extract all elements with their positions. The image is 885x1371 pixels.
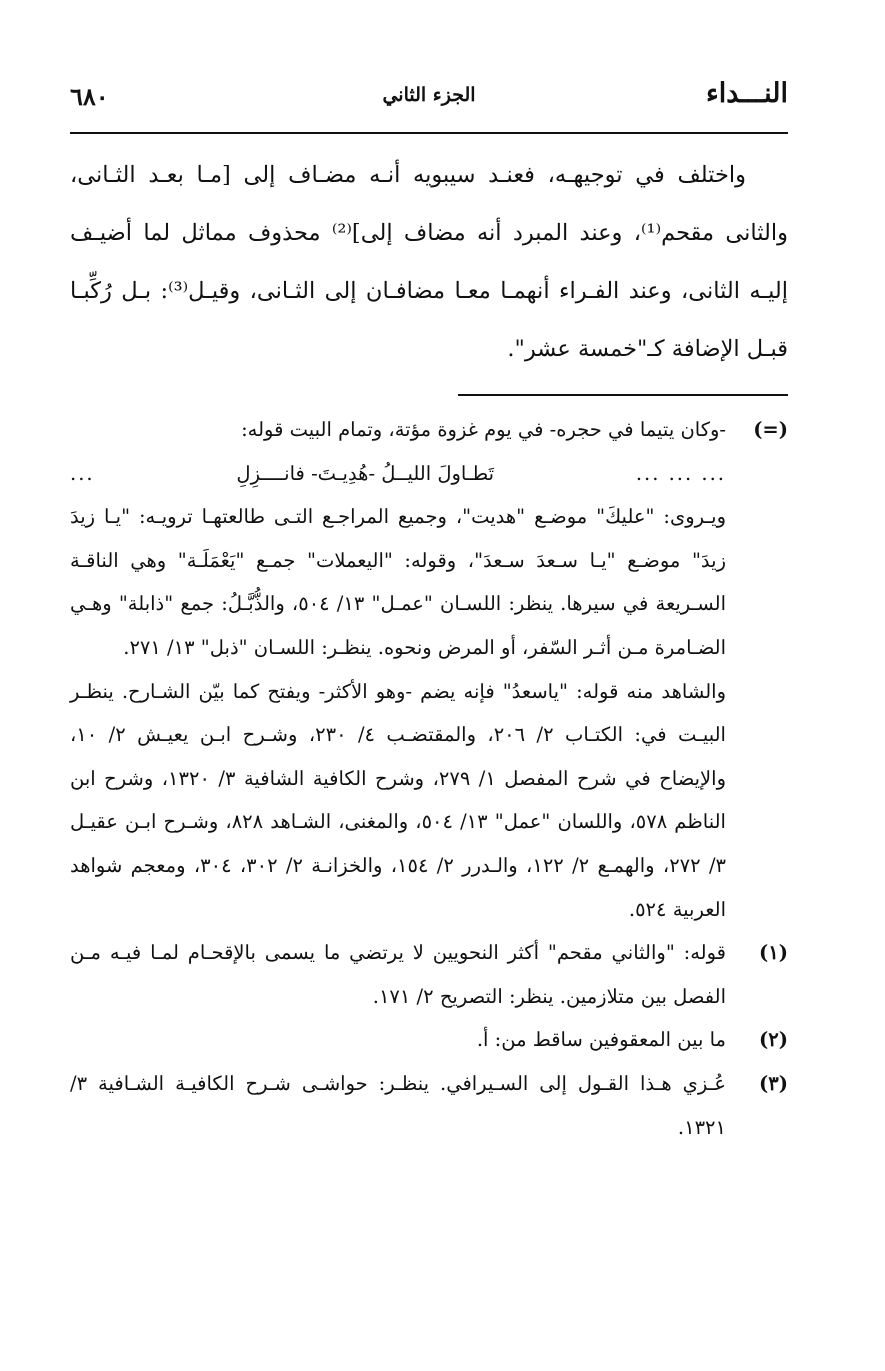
page-number: ٦٨٠ [70,82,109,111]
footnote-3 [70,1062,788,1149]
footnote-mark: (١) [759,941,788,965]
footnotes [70,408,788,1149]
chapter-title: النـــداء [706,78,788,109]
header-rule [70,132,788,134]
footnote-2 [70,1018,788,1062]
footnote-mark: (٣) [759,1071,788,1095]
footnote-paragraph: -وكان يتيما في حجره- في يوم غزوة مؤتة، وتمام البيت قوله: [241,418,726,441]
footnote-body: قوله: "والثاني مقحم" أكثر النحويين لا يرتضي ما يسمى بالإقحـام لمـا فيـه مـن الفصل بين متلازمين. ينظر: التصريح ٢/ ١٧١. [70,941,726,1008]
running-header [70,78,788,118]
footnote-mark: (=) [753,418,788,441]
poem-verse [70,452,726,496]
verse-first-hemistich: ... ... ... [635,461,726,485]
footnote-continued [70,408,788,931]
footnote-body [70,408,726,931]
footnote-1 [70,931,788,1018]
footnote-body: عُـزي هـذا القـول إلى السـيرافي. ينظـر: حواشـى شـرح الكافيـة الشـافية ٣/ ١٣٢١. [70,1071,726,1139]
footnote-separator [458,394,788,396]
main-paragraph: واختلف في توجيهـه، فعنـد سيبويه أنـه مضـاف إلى [مـا بعـد الثـانى، والثانى مقحم⁽¹⁾، وعند المبرد أنه مضاف إلى]⁽²⁾ محذوف مماثل لما أضيـف إليـه الثانى، وعند الفـراء أنهمـا معـا مضافـان إلى الثـانى، وقيـل⁽³⁾: بـل رُكِّبـا قبـل الإضافة كـ"خمسة عشر". [70,162,788,362]
verse-trailing-dots: ... [70,461,95,485]
footnote-paragraph: ويـروى: "عليكَ" موضـع "هديت"، وجميع المراجـع التـى طالعتهـا ترويـه: "يـا زيدَ زيدَ" موضـع "يـا سـعدَ سـعدَ"، وقوله: "اليعملات" جمـع "يَعْمَلَـة" وهي الناقـة السـريعة في سيرها. ينظر: اللسـان "عمـل" ١٣/ ٥٠٤، والذُّبَّـلُ: جمع "ذابلة" وهـي الضـامرة مـن أثـر السّفر، أو المرض ونحوه. ينظـر: اللسـان "ذبل" ١٣/ ٢٧١. [70,505,727,659]
footnote-mark: (٢) [759,1028,788,1052]
footnote-body: ما بين المعقوفين ساقط من: أ. [476,1028,726,1052]
main-text [70,146,788,378]
footnote-paragraph: والشاهد منه قوله: "ياسعدُ" فإنه يضم -وهو الأكثر- ويفتح كما بيّن الشـارح. ينظـر البيـت في: الكتـاب ٢/ ٢٠٦، والمقتضـب ٤/ ٢٣٠، وشـرح ابـن يعيـش ٢/ ١٠، والإيضاح في شرح المفصل ١/ ٢٧٩، وشرح الكافية الشافية ٣/ ١٣٢٠، وشرح ابن الناظم ٥٧٨، واللسان "عمل" ١٣/ ٥٠٤، والمغنى، الشـاهد ٨٢٨، وشـرح ابـن عقيـل ٣/ ٢٧٢، والهمـع ٢/ ١٢٢، والـدرر ٢/ ١٥٤، والخزانـة ٢/ ٣٠٢، ٣٠٤، ومعجم شواهد العربية ٥٢٤. [70,679,726,921]
part-label: الجزء الثاني [382,84,476,106]
verse-second-hemistich: تَطـاولَ الليــلُ -هُدِيـتَ- فانــــزِلِ [236,461,495,485]
